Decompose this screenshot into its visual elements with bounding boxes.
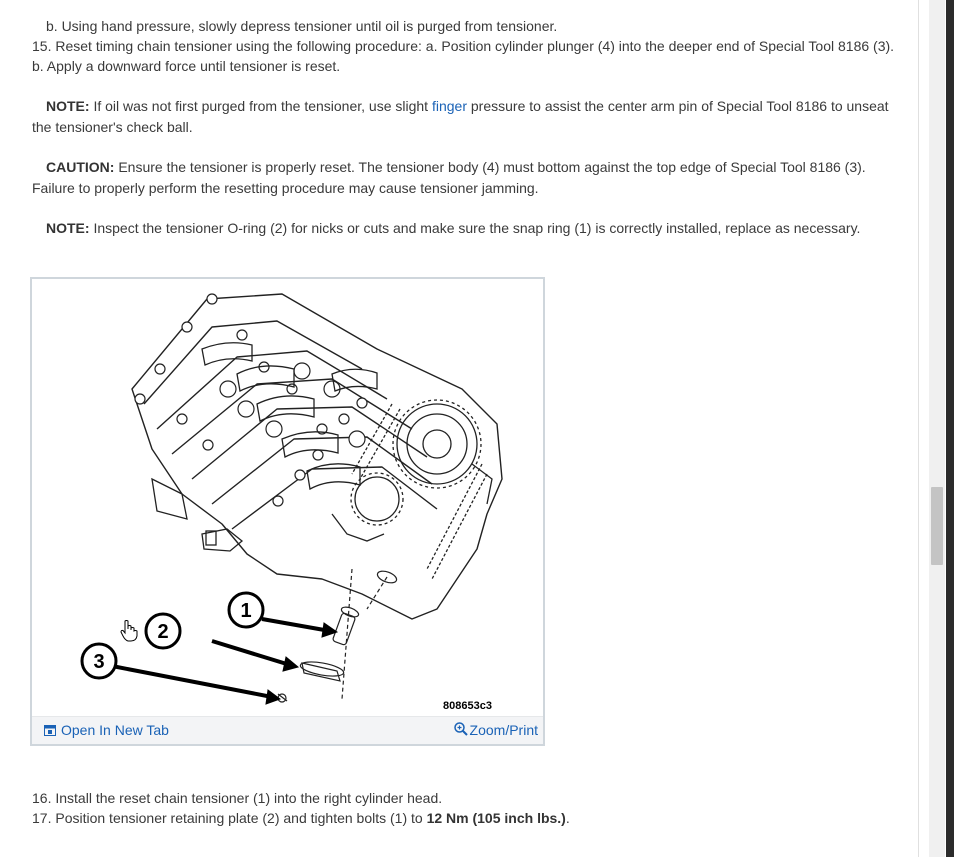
step-17-text: 17. Position tensioner retaining plate (2) and tighten bolts (1) to (32, 810, 427, 826)
callout-3 (82, 644, 116, 678)
note-2 (46, 218, 860, 238)
hand-pointer-cursor-icon (120, 620, 138, 642)
zoom-print-link[interactable] (454, 722, 538, 738)
note-label: NOTE: (46, 220, 90, 236)
caution-line-2: Failure to properly perform the resetting procedure may cause tensioner jamming. (32, 180, 539, 196)
note-1-text-before: If oil was not first purged from the tensioner, use slight (89, 98, 432, 114)
note-1-text-after: pressure to assist the center arm pin of Special Tool 8186 to unseat (467, 98, 889, 114)
callout-2-label: 2 (157, 621, 169, 643)
window-edge (946, 0, 954, 857)
step-17 (32, 808, 570, 828)
note-label: NOTE: (46, 98, 90, 114)
step-16: 16. Install the reset chain tensioner (1) into the right cylinder head. (32, 790, 443, 806)
caution (46, 157, 866, 177)
magnifier-zoom-icon (454, 722, 468, 736)
open-new-tab-link[interactable] (44, 722, 169, 738)
torque-spec: 12 Nm (105 inch lbs.) (426, 810, 566, 826)
figure-container (30, 277, 545, 746)
step-17-end: . (565, 810, 570, 826)
note-1-line-2: the tensioner's check ball. (32, 119, 193, 135)
step-b-hand-pressure: b. Using hand pressure, slowly depress tensioner until oil is purged from tensioner. (46, 18, 558, 34)
caution-text: Ensure the tensioner is properly reset. The tensioner body (4) must bottom against the top edge of Special Tool 8186 (3). (114, 159, 866, 175)
finger-link[interactable]: finger (431, 98, 467, 114)
callout-2 (146, 614, 180, 648)
note-2-text: Inspect the tensioner O-ring (2) for nicks or cuts and make sure the snap ring (1) is correctly installed, replace as necessary. (89, 220, 861, 236)
open-new-tab-icon (44, 725, 56, 736)
open-new-tab-label: Open In New Tab (61, 722, 169, 738)
engine-timing-chain-illustration[interactable] (32, 279, 543, 717)
step-15: 15. Reset timing chain tensioner using the following procedure: a. Position cylinder plunger (4) into the deeper end of Special Tool 8186 (3). (32, 38, 895, 54)
figure-footer (32, 716, 543, 744)
callout-3-label: 3 (93, 651, 105, 673)
scrollbar-track[interactable] (929, 0, 945, 857)
content-right-border (918, 0, 919, 857)
figure-id: 808653c3 (443, 700, 492, 712)
zoom-print-label: Zoom/Print (469, 722, 538, 738)
scrollbar-thumb[interactable] (931, 487, 943, 565)
note-1 (46, 96, 889, 116)
callout-1-label: 1 (240, 600, 252, 622)
step-15-b: b. Apply a downward force until tensioner is reset. (32, 58, 341, 74)
callout-1 (229, 593, 263, 627)
caution-label: CAUTION: (46, 159, 115, 175)
